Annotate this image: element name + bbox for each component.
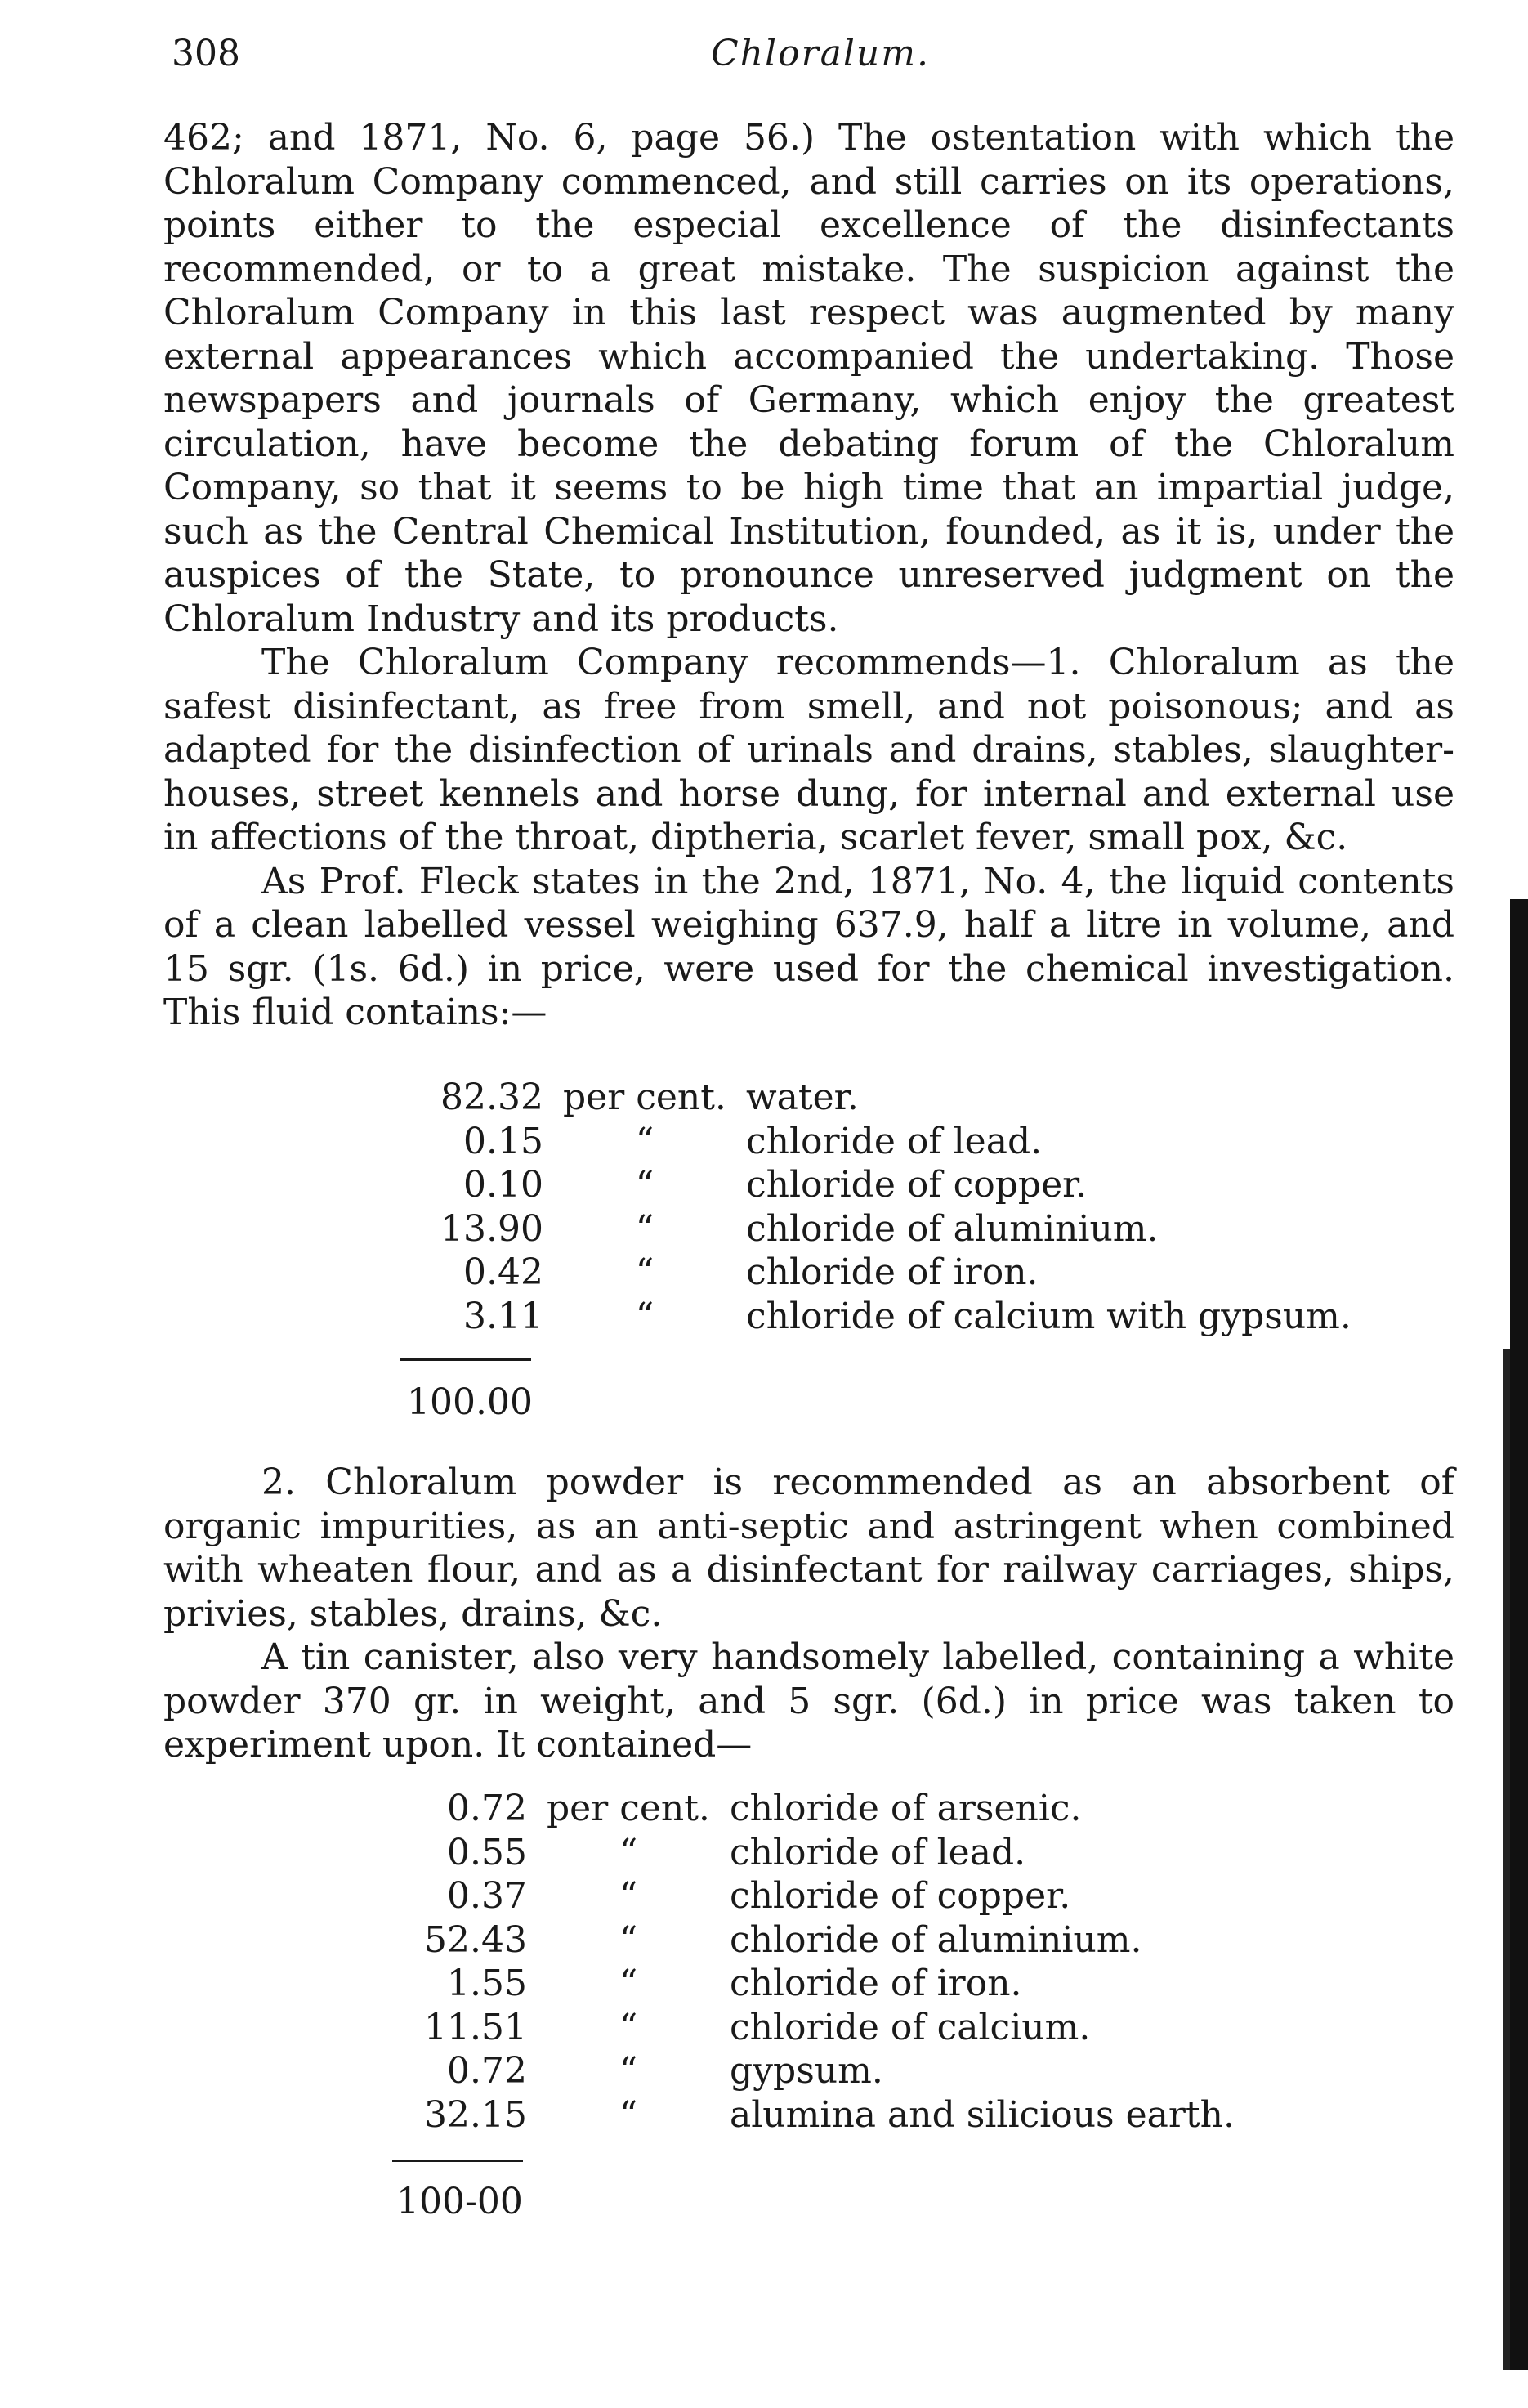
substance-name: chloride of calcium with gypsum. [746, 1295, 1352, 1337]
running-title: Chloralum. [711, 33, 930, 74]
table-row [404, 2093, 1235, 2137]
ditto-mark: “ [619, 1963, 638, 2004]
paragraph-5: A tin canister, also very handsomely labelled, containing a white powder 370 gr. in weight, and 5 sgr. (6d.) in price was taken to experiment upon. It contained— [163, 1636, 1454, 1766]
substance-name: chloride of iron. [746, 1251, 1039, 1293]
table-row [413, 1076, 1352, 1120]
fluid-composition-table [413, 1076, 1352, 1338]
unit-label: per cent. [563, 1076, 726, 1118]
percentage-value: 0.55 [447, 1831, 527, 1873]
scan-edge-shadow [1503, 1349, 1510, 2370]
percentage-value: 0.72 [447, 2050, 527, 2092]
powder-total: 100-00 [396, 2181, 523, 2222]
substance-name: chloride of copper. [730, 1875, 1071, 1917]
page-body [163, 116, 1454, 1035]
ditto-mark: “ [635, 1295, 655, 1337]
paragraph-3: As Prof. Fleck states in the 2nd, 1871, No. 4, the liquid contents of a clean labelled vessel weighing 637.9, half a litre in volume, and 15 sgr. (1s. 6d.) in price, were used for the chemical investigation. This fluid contains:— [163, 860, 1454, 1033]
percentage-value: 3.11 [463, 1295, 543, 1337]
table-row [413, 1120, 1352, 1164]
percentage-value: 52.43 [424, 1918, 527, 1961]
percentage-value: 0.42 [463, 1251, 543, 1293]
ditto-mark: “ [619, 2050, 638, 2092]
table-row [404, 1874, 1235, 1918]
percentage-value: 1.55 [447, 1963, 527, 2004]
ditto-mark: “ [619, 1875, 638, 1917]
ditto-mark: “ [635, 1164, 655, 1206]
substance-name: chloride of aluminium. [746, 1207, 1159, 1250]
substance-name: water. [746, 1076, 859, 1118]
unit-label: per cent. [547, 1788, 710, 1829]
percentage-value: 13.90 [440, 1207, 543, 1250]
paragraph-4: 2. Chloralum powder is recommended as an absorbent of organic impurities, as an anti-septic and astringent when combined with wheaten flour, and as a disinfectant for railway carriages, ships, privies, stables, drains, &c. [163, 1461, 1454, 1635]
substance-name: chloride of lead. [730, 1831, 1026, 1873]
substance-name: chloride of copper. [746, 1164, 1088, 1206]
table-row [413, 1251, 1352, 1295]
paragraph-2: The Chloralum Company recommends—1. Chloralum as the safest disinfectant, as free from smell, and not poisonous; and as adapted for the disinfection of urinals and drains, stables, slaughter-houses, street kennels and horse dung, for internal and external use in affections of the throat, diptheria, scarlet fever, small pox, &c. [163, 642, 1454, 858]
ditto-mark: “ [635, 1207, 655, 1250]
ditto-mark: “ [619, 1831, 638, 1873]
table-row [404, 1831, 1235, 1875]
table-row [404, 2006, 1235, 2050]
table-row [404, 1787, 1235, 1831]
percentage-value: 11.51 [424, 2006, 527, 2048]
page-number: 308 [172, 33, 240, 74]
table-row [413, 1295, 1352, 1339]
substance-name: chloride of lead. [746, 1120, 1043, 1162]
table-row [404, 1918, 1235, 1963]
percentage-value: 0.10 [463, 1164, 543, 1206]
table-row [413, 1163, 1352, 1207]
page-header [172, 33, 1446, 90]
substance-name: chloride of calcium. [730, 2006, 1091, 2048]
percentage-value: 32.15 [424, 2093, 527, 2136]
paragraph-1: 462; and 1871, No. 6, page 56.) The ostentation with which the Chloralum Company commenced, and still carries on its operations, points either to the especial excellence of the disinfectants recommended, or to a great mistake. The suspicion against the Chloralum Company in this last respect was augmented by many external appearances which accompanied the undertaking. Those newspapers and journals of Germany, which enjoy the greatest circulation, have become the debating forum of the Chloralum Company, so that it seems to be high time that an impartial judge, such as the Central Chemical Institution, founded, as it is, under the auspices of the State, to pronounce unreserved judgment on the Chloralum Industry and its products. [163, 117, 1454, 640]
fluid-total: 100.00 [407, 1381, 533, 1423]
table-row [413, 1207, 1352, 1251]
powder-composition-table [404, 1787, 1235, 2137]
ditto-mark: “ [619, 2006, 638, 2048]
substance-name: chloride of aluminium. [730, 1918, 1142, 1961]
percentage-value: 0.15 [463, 1120, 543, 1162]
scan-edge-shadow [1510, 899, 1528, 2370]
substance-name: alumina and silicious earth. [730, 2093, 1235, 2136]
page-body-continued [163, 1461, 1454, 1767]
substance-name: chloride of arsenic. [730, 1788, 1082, 1829]
substance-name: chloride of iron. [730, 1963, 1022, 2004]
sum-rule [400, 1358, 531, 1361]
ditto-mark: “ [635, 1251, 655, 1293]
percentage-value: 0.72 [447, 1788, 527, 1829]
percentage-value: 82.32 [440, 1076, 543, 1118]
ditto-mark: “ [635, 1120, 655, 1162]
substance-name: gypsum. [730, 2050, 883, 2092]
ditto-mark: “ [619, 2093, 638, 2136]
ditto-mark: “ [619, 1918, 638, 1961]
percentage-value: 0.37 [447, 1875, 527, 1917]
sum-rule [392, 2160, 523, 2162]
table-row [404, 2049, 1235, 2093]
table-row [404, 1962, 1235, 2006]
